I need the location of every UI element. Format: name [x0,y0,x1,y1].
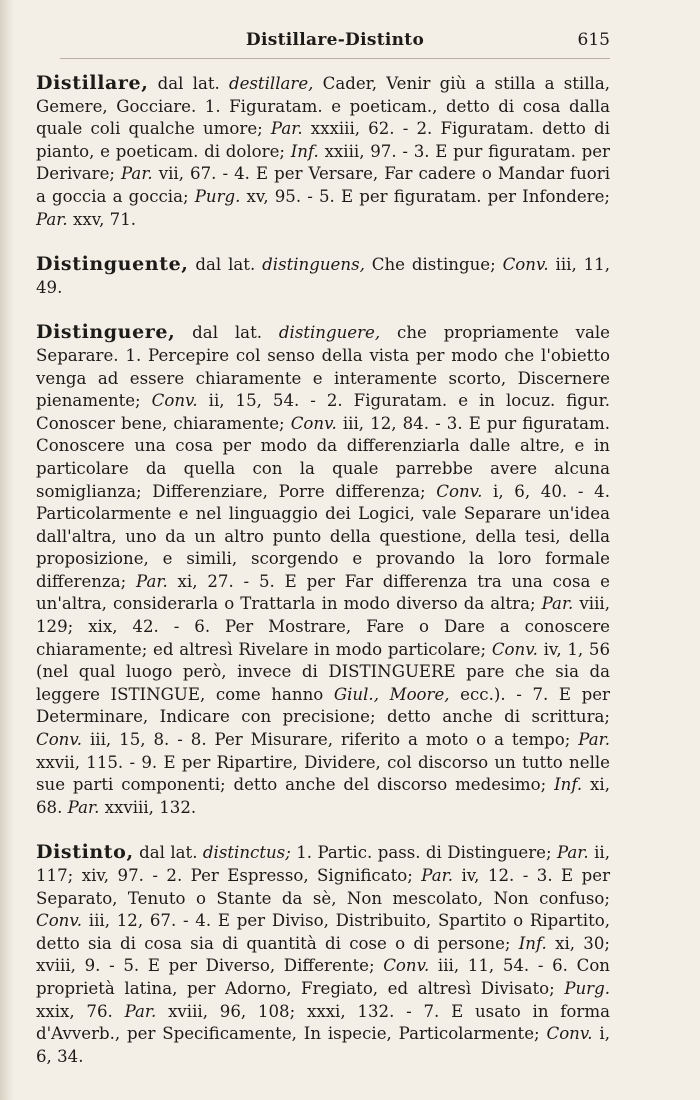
definition [36,323,610,816]
text-segment: iv, 12. - 3. E per Separato, Tenuto o Stante da sè, Non mescolato, Non confuso; [36,866,610,908]
text-segment: vii, 67. - 4. E per Versare, Far cadere o Mandar fuori a goccia a goccia; [36,164,611,206]
text-segment: i, 6, 34. [36,1024,610,1066]
entry-distinguere [36,321,610,819]
headword: Distillare, [36,72,149,94]
text-segment: dal lat. [188,255,263,275]
citation-segment: Conv. [546,1024,593,1044]
text-segment: Cader, Venir giù a stilla a stilla, Gemere, Gocciare. 1. Figuratam. e poeticam., detto di cosa dalla quale coli qualche umore; [36,74,610,139]
running-head: Distillare-Distinto [245,30,425,50]
citation-segment: Par. [67,797,100,817]
text-segment: dal lat. [148,74,229,93]
text-segment: viii, 129; xix, 42. - 6. Per Mostrare, Fare o Dare a conoscere chiaramente; ed altresì Rivelare in modo particolare; [36,594,610,659]
text-segment: xxv, 71. [67,209,137,229]
text-segment: xi, 68. [36,775,610,817]
citation-segment: distinctus; [202,843,291,863]
citation-segment: Par. [124,1001,157,1021]
text-segment: iii, 12, 67. - 4. E per Diviso, Distribuito, Spartito o Ripartito, detto sia di cosa sia di quantità di cose o di persone; [36,911,610,953]
text-segment: xxix, 76. [36,1001,125,1021]
text-segment: dal lat. [175,323,279,343]
text-segment: xxviii, 132. [99,797,197,817]
dictionary-body [36,72,610,1090]
citation-segment: Conv. [290,413,337,433]
text-segment: iii, 15, 8. - 8. Per Misurare, riferito a moto o a tempo; [82,730,579,750]
entry-distinguente [36,253,610,299]
text-segment: xxxiii, 62. - 2. Figuratam. detto di pianto, e poeticam. di dolore; [36,119,610,161]
text-segment: i, 6, 40. - 4. Particolarmente e nel linguaggio dei Logici, vale Separare un'idea dall'altra, uno da un altro punto della questione, della tesi, della proposizione, e simili, scorgendo e provando la loro formale differenza; [36,481,610,591]
text-segment: xi, 27. - 5. E per Far differenza tra una cosa e un'altra, considerarla o Trattarla in modo diverso da altra; [36,571,610,614]
text-segment: ii, 15, 54. - 2. Figuratam. e in locuz. figur. Conoscer bene, chiaramente; [36,391,610,433]
text-segment: che propriamente vale Separare. 1. Percepire col senso della vista per modo che l'obietto venga ad essere chiaramente e interamente scorto, Discernere pienamente; [36,323,610,411]
headword: Distinguente, [36,253,189,276]
text-segment: xxvii, 115. - 9. E per Ripartire, Dividere, col discorso un tutto nelle sue parti componenti; detto anche del discorso medesimo; [36,752,610,795]
citation-segment: Conv. [436,481,483,501]
citation-segment: Conv. [36,911,83,931]
citation-segment: Inf. [554,775,583,795]
citation-segment: Par. [578,730,610,750]
citation-segment: Par. [121,164,153,184]
page-header [60,30,610,59]
citation-segment: Par. [136,571,168,591]
text-segment: xi, 30; xviii, 9. - 5. E per Diverso, Differente; [36,933,610,976]
text-segment: xv, 95. - 5. E per figuratam. per Infondere; [240,186,610,206]
citation-segment: Giul., Moore, [333,684,450,704]
citation-segment: Conv. [502,255,549,275]
definition [36,843,610,1065]
text-segment: Che distingue; [364,255,503,275]
text-segment: iii, 12, 84. - 3. E pur figuratam. Conoscere una cosa per modo da differenziarla dalle altre, e in particolare da quella con la quale parrebbe avere alcuna somiglianza; Differenziare, Porre differenza; [36,413,610,501]
citation-segment: Conv. [151,391,198,411]
citation-segment: Par. [541,594,574,614]
citation-segment: Par. [270,119,303,139]
citation-segment: Conv. [36,730,83,750]
text-segment: iii, 11, 54. - 6. Con proprietà latina, per Adorno, Fregiato, ed altresì Divisato; [36,956,610,998]
citation-segment: Par. [36,209,68,229]
headword: Distinto, [36,841,134,864]
text-segment: ii, 117; xiv, 97. - 2. Per Espresso, Significato; [36,843,611,885]
entry-distinto [36,841,610,1068]
headword: Distinguere, [36,321,176,344]
citation-segment: Inf. [518,933,547,953]
definition [36,74,610,229]
citation-segment: distinguere, [278,323,381,343]
citation-segment: distinguens, [262,255,365,275]
text-segment: xxiii, 97. - 3. E pur figuratam. per Derivare; [36,141,610,184]
entry-distillare [36,72,610,231]
citation-segment: Purg. [564,978,610,998]
citation-segment: Conv. [491,639,538,659]
citation-segment: Par. [556,843,589,863]
citation-segment: Conv. [383,956,430,976]
text-segment: iii, 11, 49. [36,255,611,297]
text-segment: xviii, 96, 108; xxxi, 132. - 7. E usato in forma d'Avverb., per Specificamente, In ispecie, Particolarmente; [36,1001,610,1044]
page-gutter-shadow [0,0,14,1100]
text-segment: 1. Partic. pass. di Distinguere; [290,843,557,863]
citation-segment: destillare, [228,74,314,93]
citation-segment: Par. [421,866,453,885]
citation-segment: Purg. [194,186,241,206]
text-segment: iv, 1, 56 (nel qual luogo però, invece di DISTINGUERE pare che sia da leggere ISTINGUE, come hanno [36,639,610,704]
page-number: 615 [577,30,610,50]
text-segment: dal lat. [133,843,203,863]
citation-segment: Inf. [290,141,319,161]
text-segment: ecc.). - 7. E per Determinare, Indicare con precisione; detto anche di scrittura; [36,684,610,727]
